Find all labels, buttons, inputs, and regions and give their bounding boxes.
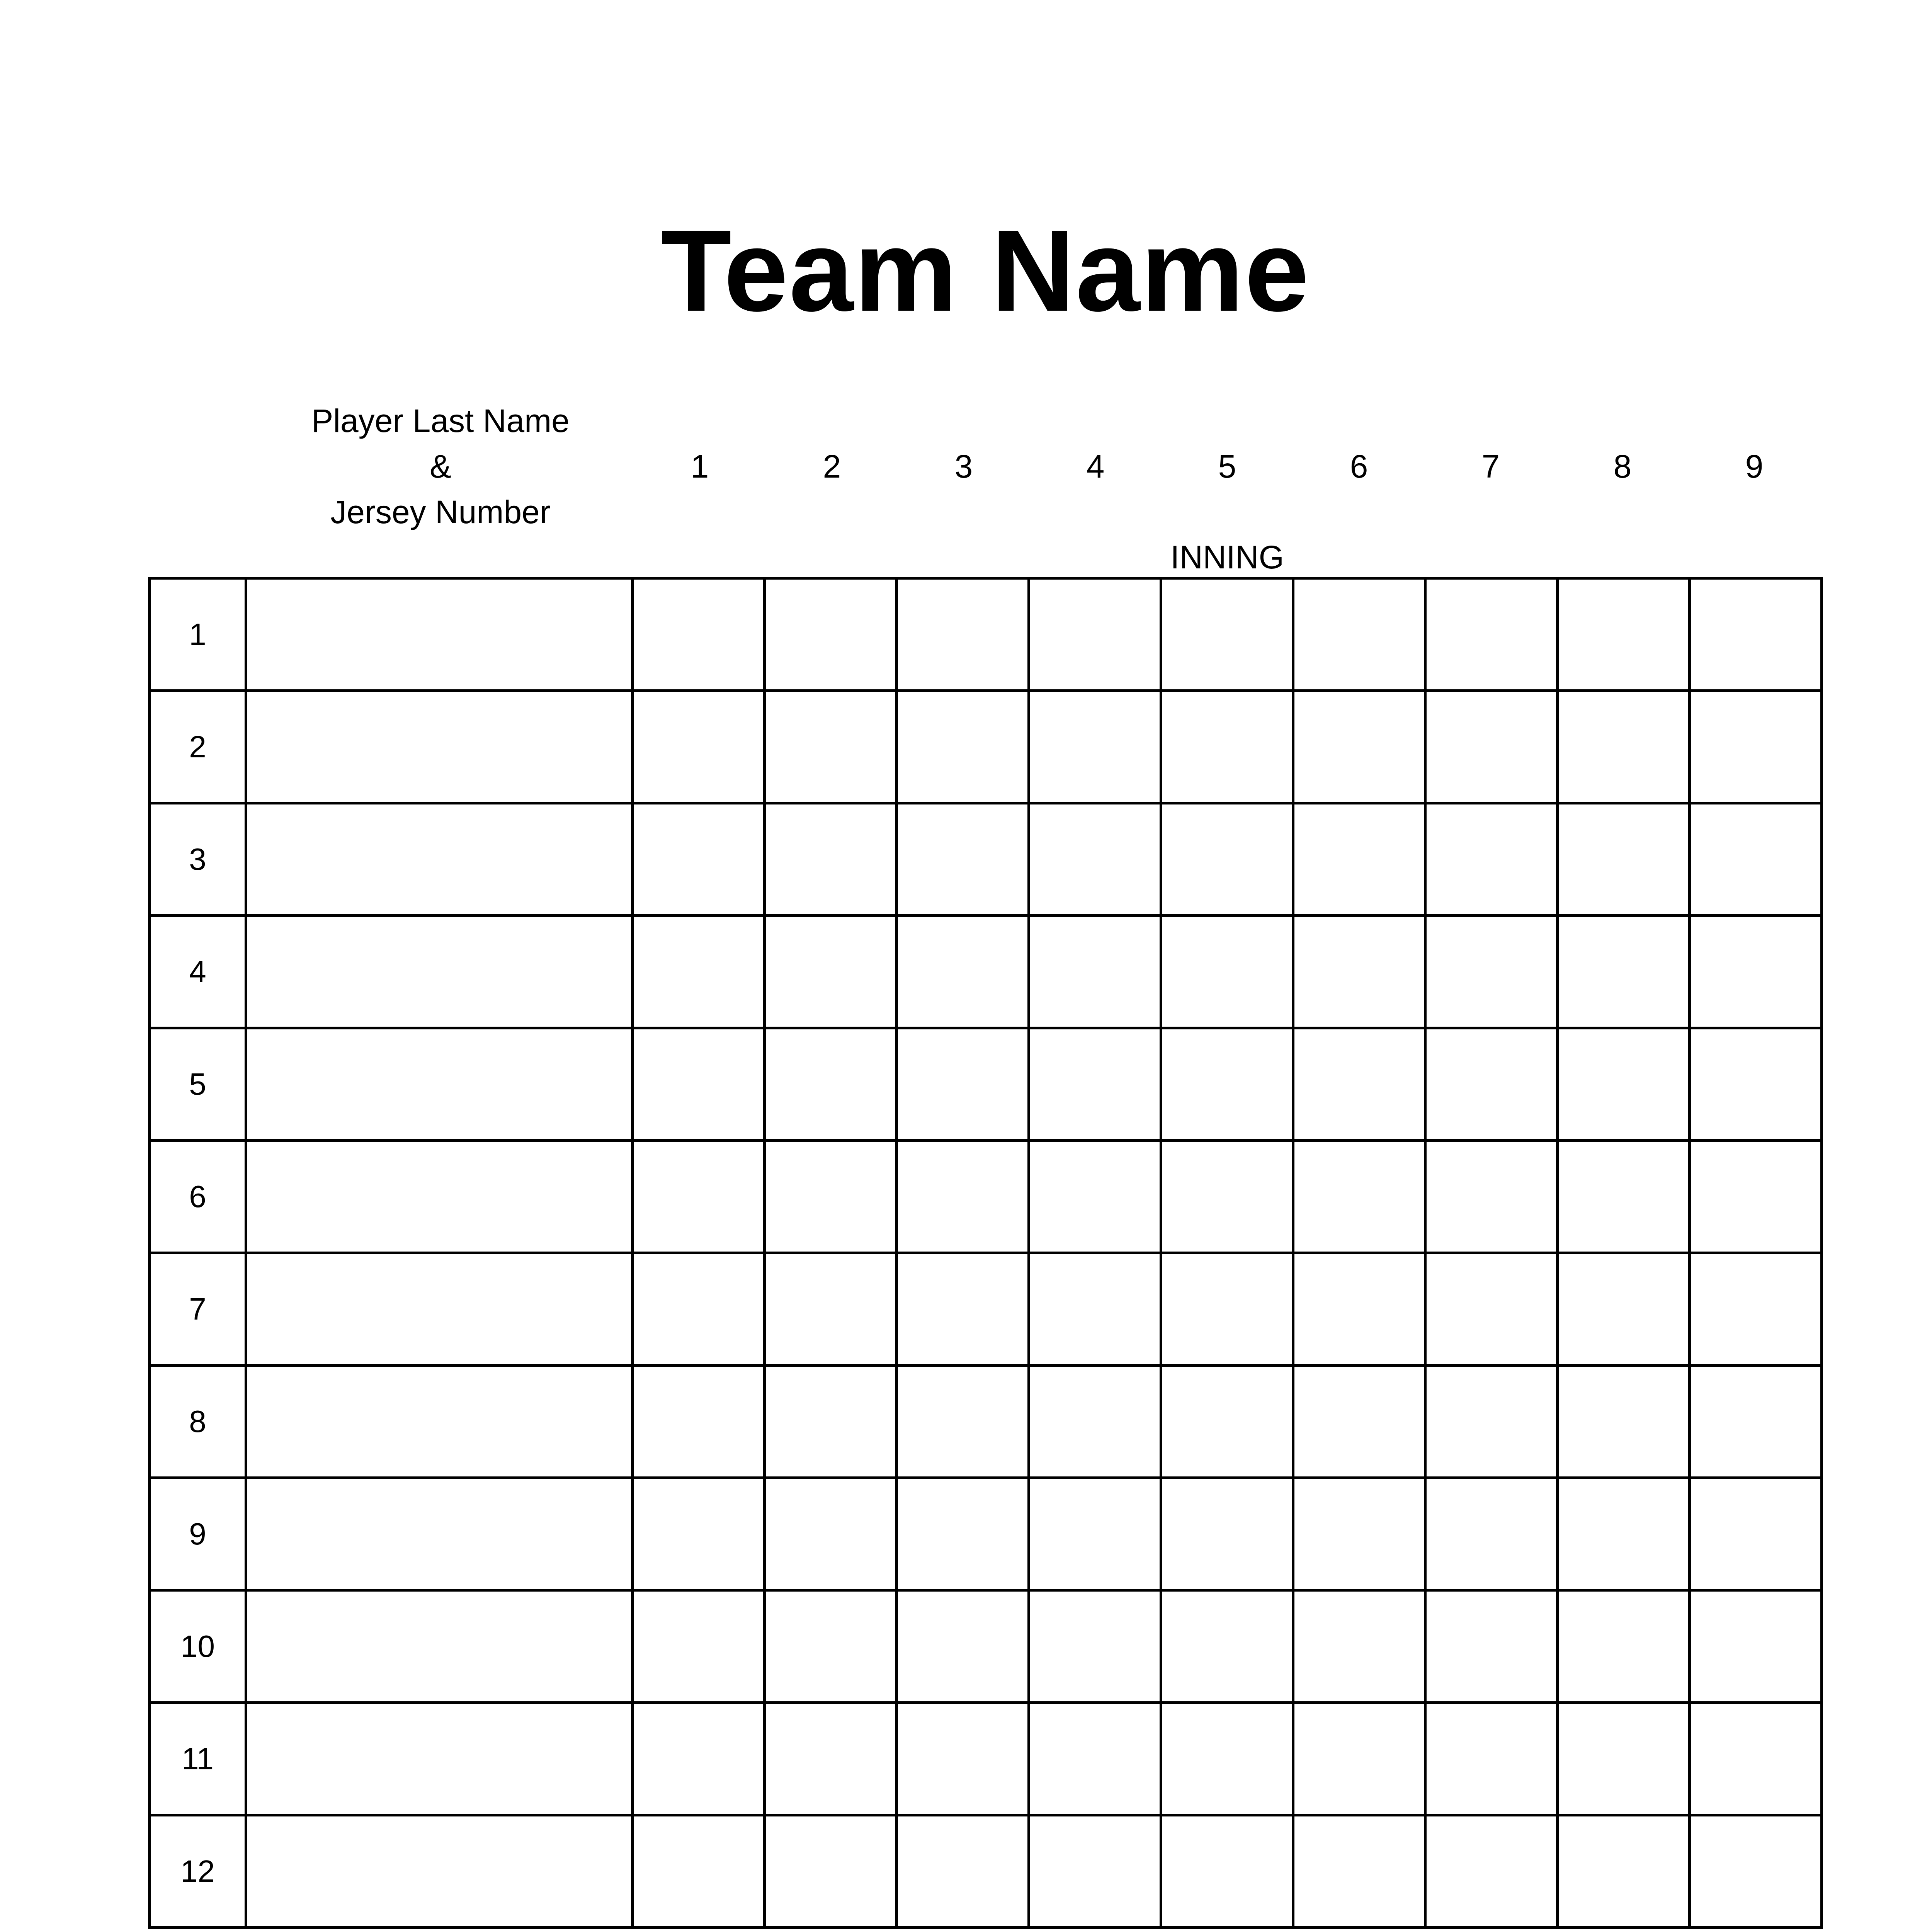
batting-order-number: 7 xyxy=(150,1253,246,1366)
table-row xyxy=(150,1478,1822,1590)
inning-3-cell[interactable] xyxy=(897,691,1029,803)
inning-1-cell[interactable] xyxy=(633,1366,765,1478)
inning-6-cell[interactable] xyxy=(1293,1366,1425,1478)
inning-9-cell[interactable] xyxy=(1690,1703,1822,1815)
inning-3-cell[interactable] xyxy=(897,1703,1029,1815)
inning-6-cell[interactable] xyxy=(1293,1141,1425,1253)
inning-2-cell[interactable] xyxy=(765,1590,897,1703)
lineup-grid-body xyxy=(150,578,1822,1928)
inning-2-cell[interactable] xyxy=(765,1253,897,1366)
inning-6-cell[interactable] xyxy=(1293,578,1425,691)
inning-8-cell[interactable] xyxy=(1558,691,1690,803)
inning-5-cell[interactable] xyxy=(1161,916,1293,1028)
inning-8-cell[interactable] xyxy=(1558,1703,1690,1815)
batting-order-number: 9 xyxy=(150,1478,246,1590)
inning-5-cell[interactable] xyxy=(1161,578,1293,691)
inning-6-cell[interactable] xyxy=(1293,803,1425,916)
inning-3-cell[interactable] xyxy=(897,578,1029,691)
inning-3-cell[interactable] xyxy=(897,1478,1029,1590)
batting-order-number: 6 xyxy=(150,1141,246,1253)
inning-6-cell[interactable] xyxy=(1293,1590,1425,1703)
player-name-cell[interactable] xyxy=(246,1028,633,1141)
inning-9-cell[interactable] xyxy=(1690,1815,1822,1928)
table-row xyxy=(150,1815,1822,1928)
player-name-cell[interactable] xyxy=(246,1478,633,1590)
inning-header-8: 8 xyxy=(1613,448,1632,485)
inning-header-6: 6 xyxy=(1350,448,1368,485)
inning-5-cell[interactable] xyxy=(1161,803,1293,916)
inning-8-cell[interactable] xyxy=(1558,916,1690,1028)
player-header-line-3: Jersey Number xyxy=(330,494,551,530)
inning-2-cell[interactable] xyxy=(765,1815,897,1928)
table-row xyxy=(150,1141,1822,1253)
inning-header-5: 5 xyxy=(1218,448,1236,485)
inning-1-cell[interactable] xyxy=(633,803,765,916)
inning-8-cell[interactable] xyxy=(1558,1366,1690,1478)
inning-1-cell[interactable] xyxy=(633,1478,765,1590)
inning-1-cell[interactable] xyxy=(633,916,765,1028)
batting-order-number: 3 xyxy=(150,803,246,916)
inning-header-1: 1 xyxy=(690,448,709,485)
batting-order-number: 8 xyxy=(150,1366,246,1478)
inning-9-cell[interactable] xyxy=(1690,691,1822,803)
inning-7-cell[interactable] xyxy=(1425,1703,1558,1815)
inning-5-cell[interactable] xyxy=(1161,1478,1293,1590)
player-name-cell[interactable] xyxy=(246,1366,633,1478)
inning-6-cell[interactable] xyxy=(1293,1815,1425,1928)
inning-8-cell[interactable] xyxy=(1558,1141,1690,1253)
inning-7-cell[interactable] xyxy=(1425,1815,1558,1928)
inning-7-cell[interactable] xyxy=(1425,1366,1558,1478)
inning-3-cell[interactable] xyxy=(897,1253,1029,1366)
page-title: Team Name xyxy=(661,206,1310,335)
player-header-line-2: & xyxy=(429,448,452,485)
inning-9-cell[interactable] xyxy=(1690,578,1822,691)
inning-5-cell[interactable] xyxy=(1161,1253,1293,1366)
inning-2-cell[interactable] xyxy=(765,803,897,916)
inning-4-cell[interactable] xyxy=(1029,1366,1161,1478)
batting-order-number: 2 xyxy=(150,691,246,803)
inning-6-cell[interactable] xyxy=(1293,1253,1425,1366)
batting-order-number: 5 xyxy=(150,1028,246,1141)
table-row xyxy=(150,1590,1822,1703)
inning-9-cell[interactable] xyxy=(1690,1253,1822,1366)
inning-4-cell[interactable] xyxy=(1029,1478,1161,1590)
inning-7-cell[interactable] xyxy=(1425,1141,1558,1253)
player-name-cell[interactable] xyxy=(246,1141,633,1253)
inning-header-2: 2 xyxy=(823,448,841,485)
inning-7-cell[interactable] xyxy=(1425,1478,1558,1590)
inning-5-cell[interactable] xyxy=(1161,1141,1293,1253)
inning-8-cell[interactable] xyxy=(1558,1028,1690,1141)
inning-1-cell[interactable] xyxy=(633,1703,765,1815)
inning-header-9: 9 xyxy=(1745,448,1764,485)
inning-header-4: 4 xyxy=(1086,448,1105,485)
player-name-cell[interactable] xyxy=(246,578,633,691)
table-row xyxy=(150,1028,1822,1141)
inning-4-cell[interactable] xyxy=(1029,1815,1161,1928)
inning-7-cell[interactable] xyxy=(1425,803,1558,916)
inning-8-cell[interactable] xyxy=(1558,578,1690,691)
player-column-header xyxy=(247,398,634,535)
player-name-cell[interactable] xyxy=(246,803,633,916)
inning-7-cell[interactable] xyxy=(1425,916,1558,1028)
inning-2-cell[interactable] xyxy=(765,916,897,1028)
inning-5-cell[interactable] xyxy=(1161,1815,1293,1928)
inning-7-cell[interactable] xyxy=(1425,691,1558,803)
inning-1-cell[interactable] xyxy=(633,691,765,803)
inning-9-cell[interactable] xyxy=(1690,1028,1822,1141)
batting-order-number: 10 xyxy=(150,1590,246,1703)
inning-2-cell[interactable] xyxy=(765,1366,897,1478)
inning-5-cell[interactable] xyxy=(1161,1703,1293,1815)
inning-7-cell[interactable] xyxy=(1425,1028,1558,1141)
inning-4-cell[interactable] xyxy=(1029,1028,1161,1141)
inning-4-cell[interactable] xyxy=(1029,1141,1161,1253)
inning-6-cell[interactable] xyxy=(1293,916,1425,1028)
inning-4-cell[interactable] xyxy=(1029,1253,1161,1366)
inning-1-cell[interactable] xyxy=(633,1141,765,1253)
inning-4-cell[interactable] xyxy=(1029,691,1161,803)
inning-1-cell[interactable] xyxy=(633,1590,765,1703)
inning-2-cell[interactable] xyxy=(765,1028,897,1141)
inning-4-cell[interactable] xyxy=(1029,916,1161,1028)
inning-5-cell[interactable] xyxy=(1161,691,1293,803)
player-name-cell[interactable] xyxy=(246,1815,633,1928)
table-row xyxy=(150,1703,1822,1815)
table-row xyxy=(150,1253,1822,1366)
inning-3-cell[interactable] xyxy=(897,1028,1029,1141)
inning-4-cell[interactable] xyxy=(1029,1590,1161,1703)
inning-8-cell[interactable] xyxy=(1558,1590,1690,1703)
inning-8-cell[interactable] xyxy=(1558,803,1690,916)
table-row xyxy=(150,803,1822,916)
player-name-cell[interactable] xyxy=(246,1703,633,1815)
player-name-cell[interactable] xyxy=(246,691,633,803)
inning-6-cell[interactable] xyxy=(1293,1703,1425,1815)
inning-8-cell[interactable] xyxy=(1558,1815,1690,1928)
inning-1-cell[interactable] xyxy=(633,1028,765,1141)
inning-9-cell[interactable] xyxy=(1690,1478,1822,1590)
inning-7-cell[interactable] xyxy=(1425,578,1558,691)
inning-header-7: 7 xyxy=(1481,448,1500,485)
inning-6-cell[interactable] xyxy=(1293,1028,1425,1141)
player-name-cell[interactable] xyxy=(246,1590,633,1703)
table-row xyxy=(150,1366,1822,1478)
inning-2-cell[interactable] xyxy=(765,1478,897,1590)
player-name-cell[interactable] xyxy=(246,1253,633,1366)
inning-3-cell[interactable] xyxy=(897,1590,1029,1703)
batting-order-number: 12 xyxy=(150,1815,246,1928)
inning-9-cell[interactable] xyxy=(1690,803,1822,916)
inning-2-cell[interactable] xyxy=(765,1141,897,1253)
inning-1-cell[interactable] xyxy=(633,578,765,691)
inning-2-cell[interactable] xyxy=(765,578,897,691)
inning-3-cell[interactable] xyxy=(897,1366,1029,1478)
player-name-cell[interactable] xyxy=(246,916,633,1028)
inning-2-cell[interactable] xyxy=(765,1703,897,1815)
player-header-line-1: Player Last Name xyxy=(311,403,570,439)
inning-7-cell[interactable] xyxy=(1425,1590,1558,1703)
inning-8-cell[interactable] xyxy=(1558,1478,1690,1590)
inning-label: INNING xyxy=(1170,539,1284,575)
inning-3-cell[interactable] xyxy=(897,803,1029,916)
inning-4-cell[interactable] xyxy=(1029,803,1161,916)
batting-order-number: 1 xyxy=(150,578,246,691)
inning-9-cell[interactable] xyxy=(1690,916,1822,1028)
inning-6-cell[interactable] xyxy=(1293,691,1425,803)
inning-7-cell[interactable] xyxy=(1425,1253,1558,1366)
lineup-grid xyxy=(148,577,1823,1929)
inning-9-cell[interactable] xyxy=(1690,1141,1822,1253)
inning-9-cell[interactable] xyxy=(1690,1590,1822,1703)
inning-8-cell[interactable] xyxy=(1558,1253,1690,1366)
inning-3-cell[interactable] xyxy=(897,916,1029,1028)
batting-order-number: 4 xyxy=(150,916,246,1028)
inning-3-cell[interactable] xyxy=(897,1141,1029,1253)
inning-2-cell[interactable] xyxy=(765,691,897,803)
inning-1-cell[interactable] xyxy=(633,1815,765,1928)
inning-6-cell[interactable] xyxy=(1293,1478,1425,1590)
inning-9-cell[interactable] xyxy=(1690,1366,1822,1478)
inning-4-cell[interactable] xyxy=(1029,1703,1161,1815)
inning-5-cell[interactable] xyxy=(1161,1366,1293,1478)
inning-3-cell[interactable] xyxy=(897,1815,1029,1928)
table-row xyxy=(150,691,1822,803)
inning-5-cell[interactable] xyxy=(1161,1590,1293,1703)
batting-order-number: 11 xyxy=(150,1703,246,1815)
inning-header-3: 3 xyxy=(954,448,973,485)
inning-5-cell[interactable] xyxy=(1161,1028,1293,1141)
table-row xyxy=(150,916,1822,1028)
inning-4-cell[interactable] xyxy=(1029,578,1161,691)
inning-1-cell[interactable] xyxy=(633,1253,765,1366)
table-row xyxy=(150,578,1822,691)
